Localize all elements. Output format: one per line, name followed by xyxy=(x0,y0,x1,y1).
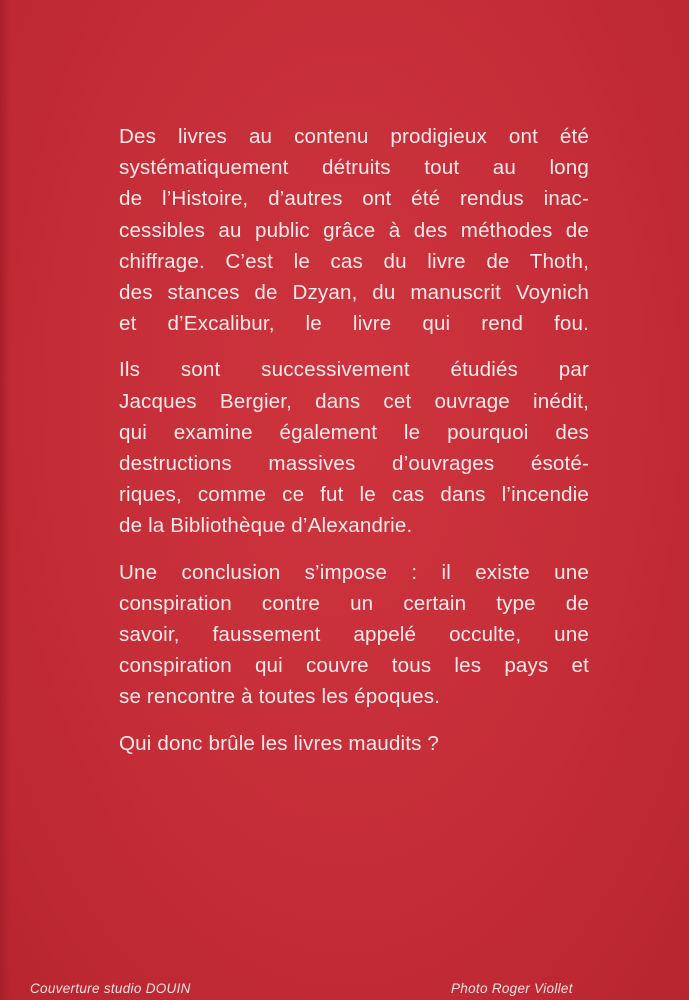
cover-edge-shadow xyxy=(0,0,10,1000)
blurb-line: destructions massives d’ouvrages ésoté- xyxy=(119,452,589,476)
blurb-line: qui examine également le pourquoi des xyxy=(119,420,589,444)
blurb-text xyxy=(119,121,589,774)
blurb-line: de la Bibliothèque d’Alexandrie. xyxy=(119,514,413,538)
cover-credit: Couverture studio DOUIN xyxy=(30,981,191,996)
blurb-line: se rencontre à toutes les époques. xyxy=(119,685,441,709)
blurb-line: et d’Excalibur, le livre qui rend fou. xyxy=(119,312,589,336)
blurb-paragraph-3 xyxy=(119,557,589,713)
blurb-paragraph-2 xyxy=(119,354,589,541)
blurb-line: de l’Histoire, d’autres ont été rendus inac- xyxy=(119,187,589,211)
blurb-line: riques, comme ce fut le cas dans l’incendie xyxy=(119,483,589,507)
blurb-line: des stances de Dzyan, du manuscrit Voynich xyxy=(119,281,589,305)
blurb-line: Jacques Bergier, dans cet ouvrage inédit, xyxy=(119,389,589,413)
blurb-paragraph-4 xyxy=(119,728,589,759)
blurb-line: cessibles au public grâce à des méthodes de xyxy=(119,218,589,242)
blurb-line: chiffrage. C’est le cas du livre de Thoth, xyxy=(119,249,589,273)
blurb-line: savoir, faussement appelé occulte, une xyxy=(119,623,589,647)
blurb-line: Qui donc brûle les livres maudits ? xyxy=(119,731,440,755)
blurb-line: conspiration qui couvre tous les pays et xyxy=(119,654,589,678)
blurb-line: Une conclusion s’impose : il existe une xyxy=(119,560,589,584)
blurb-line: systématiquement détruits tout au long xyxy=(119,156,589,180)
blurb-line: Ils sont successivement étudiés par xyxy=(119,358,589,382)
blurb-line: Des livres au contenu prodigieux ont été xyxy=(119,125,589,148)
photo-credit: Photo Roger Viollet xyxy=(451,981,573,996)
blurb-line: conspiration contre un certain type de xyxy=(119,591,589,615)
blurb-paragraph-1 xyxy=(119,121,589,339)
